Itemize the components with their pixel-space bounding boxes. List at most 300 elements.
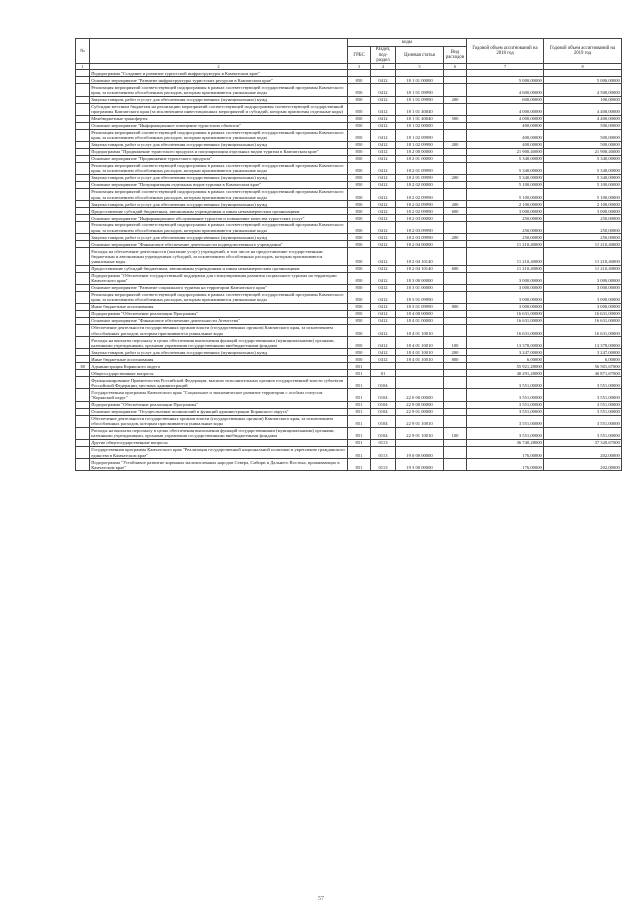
row-vid: 200 <box>444 201 467 208</box>
row-number <box>76 337 90 349</box>
row-description: Иные бюджетные ассигнования <box>90 303 348 310</box>
row-vid: 800 <box>444 303 467 310</box>
row-sum-2018: 2 100,00000 <box>467 201 544 208</box>
row-description: Основное мероприятие "Популяризация отдельных видов туризма в Камчатском крае" <box>90 181 348 188</box>
row-grbs: 850 <box>348 356 371 363</box>
row-vid <box>444 291 467 303</box>
table-row <box>76 439 622 446</box>
row-sum-2019: 250,00000 <box>544 222 622 234</box>
row-razdel: 0412 <box>371 122 396 129</box>
header-sum-2019: Годовой объем ассигнований на 2019 год <box>544 39 622 64</box>
row-sum-2019: 3 000,00000 <box>544 284 622 291</box>
row-tselevaya: 18 4 01 10010 <box>396 356 444 363</box>
row-grbs: 850 <box>348 310 371 317</box>
row-sum-2018: 5 340,00000 <box>467 174 544 181</box>
row-sum-2018: 5 340,00000 <box>467 155 544 162</box>
row-number <box>76 222 90 234</box>
row-vid: 100 <box>444 337 467 349</box>
table-row <box>76 241 622 248</box>
row-description: Общегосударственные вопросы <box>90 370 348 377</box>
table-row <box>76 317 622 324</box>
row-razdel: 0412 <box>371 77 396 84</box>
row-sum-2018: 16 631,00000 <box>467 310 544 317</box>
row-sum-2018: 11 210,40000 <box>467 265 544 272</box>
row-sum-2019: 250,00000 <box>544 215 622 222</box>
row-tselevaya <box>396 70 444 77</box>
row-razdel: 0412 <box>371 84 396 96</box>
row-razdel: 0412 <box>371 215 396 222</box>
row-description: Подпрограмма "Обеспечение государственной поддержки для стимулирования развития социального туризма на территории Камчатского края" <box>90 272 348 284</box>
row-number <box>76 201 90 208</box>
row-sum-2019: 4 500,00000 <box>544 84 622 96</box>
row-number <box>76 70 90 77</box>
row-tselevaya: 18 2 04 00000 <box>396 241 444 248</box>
row-sum-2019: 3 551,00000 <box>544 427 622 439</box>
column-number: 5 <box>396 64 444 70</box>
table-row <box>76 84 622 96</box>
column-number: 7 <box>467 64 544 70</box>
row-sum-2018: 4 600,00000 <box>467 84 544 96</box>
row-sum-2018: 36 740,28000 <box>467 439 544 446</box>
row-description: Предоставление субсидий бюджетным, автономным учреждениям и иным некоммерческим организациям <box>90 265 348 272</box>
row-description: Основное мероприятие "Продвижение туристского продукта" <box>90 155 348 162</box>
row-number <box>76 310 90 317</box>
row-grbs: 850 <box>348 115 371 122</box>
row-description: Обеспечение деятельности государственных органов власти (государственных органов) Камчатского края, за исключением обособленных расходов, которым присваиваются уникальные коды <box>90 324 348 336</box>
row-description: Основное мероприятие "Развитие инфраструктуры туристских ресурсов в Камчатском крае" <box>90 77 348 84</box>
row-razdel: 0412 <box>371 174 396 181</box>
row-sum-2018: 3 000,00000 <box>467 303 544 310</box>
row-tselevaya: 19 0 00 00000 <box>396 446 444 458</box>
row-description: Закупка товаров, работ и услуг для обеспечения государственных (муниципальных) нужд <box>90 234 348 241</box>
row-vid <box>444 377 467 389</box>
row-tselevaya: 18 2 01 00000 <box>396 155 444 162</box>
row-number <box>76 188 90 200</box>
row-vid <box>444 459 467 471</box>
row-sum-2019: 3 000,00000 <box>544 291 622 303</box>
row-description: Основное мероприятие "Финансовое обеспечение деятельности Агентства" <box>90 317 348 324</box>
row-razdel: 0113 <box>371 459 396 471</box>
row-tselevaya: 18 3 01 00000 <box>396 284 444 291</box>
row-tselevaya: 18 4 01 10010 <box>396 349 444 356</box>
row-grbs: 850 <box>348 162 371 174</box>
row-razdel: 0104 <box>371 377 396 389</box>
row-sum-2018: 3 551,00000 <box>467 415 544 427</box>
row-sum-2018: 3 247,00000 <box>467 349 544 356</box>
row-description: Обеспечение деятельности государственных органов власти (государственных органов) Камчатского края, за исключением обособленных расходов, которым присваиваются уникальные коды <box>90 415 348 427</box>
row-tselevaya: 18 1 01 40040 <box>396 103 444 115</box>
row-grbs: 850 <box>348 129 371 141</box>
row-sum-2019: 4 400,00000 <box>544 103 622 115</box>
row-number <box>76 401 90 408</box>
table-row <box>76 427 622 439</box>
row-razdel: 0104 <box>371 389 396 401</box>
page-number: 57 <box>318 896 324 902</box>
row-sum-2018: 250,00000 <box>467 234 544 241</box>
row-razdel: 0412 <box>371 96 396 103</box>
column-number: 1 <box>76 64 90 70</box>
row-tselevaya: 18 2 02 09990 <box>396 201 444 208</box>
row-description: Расходы на выплаты персоналу в целях обеспечения выполнения функций государственными (муниципальными) органами, казенными учреждениями, органами управления государственными внебюджетными фондами <box>90 427 348 439</box>
row-razdel: 0412 <box>371 337 396 349</box>
row-sum-2018: 3 551,00000 <box>467 401 544 408</box>
row-sum-2019: 3 551,00000 <box>544 377 622 389</box>
row-tselevaya: 18 3 01 09990 <box>396 291 444 303</box>
row-vid <box>444 310 467 317</box>
row-description: Закупка товаров, работ и услуг для обеспечения государственных (муниципальных) нужд <box>90 141 348 148</box>
row-sum-2019: 3 000,00000 <box>544 208 622 215</box>
row-sum-2018: 176,00000 <box>467 459 544 471</box>
row-sum-2018: 21 900,40000 <box>467 148 544 155</box>
row-description: Администрация Корякского округа <box>90 363 348 370</box>
table-row <box>76 115 622 122</box>
row-tselevaya: 19 3 00 00000 <box>396 459 444 471</box>
row-vid: 200 <box>444 349 467 356</box>
row-vid <box>444 188 467 200</box>
row-tselevaya: 18 4 00 00000 <box>396 310 444 317</box>
row-sum-2018: 400,00000 <box>467 141 544 148</box>
header-description <box>90 39 348 64</box>
row-tselevaya: 18 2 04 10140 <box>396 265 444 272</box>
row-grbs: 850 <box>348 181 371 188</box>
row-vid <box>444 248 467 265</box>
header-vid: Вид расходов <box>444 47 467 64</box>
row-sum-2019: 500,00000 <box>544 129 622 141</box>
row-number <box>76 248 90 265</box>
row-sum-2019: 11 210,40000 <box>544 241 622 248</box>
row-razdel: 0412 <box>371 284 396 291</box>
row-razdel: 0412 <box>371 188 396 200</box>
row-grbs: 850 <box>348 234 371 241</box>
row-vid <box>444 324 467 336</box>
row-vid <box>444 272 467 284</box>
column-number: 3 <box>348 64 371 70</box>
row-number <box>76 148 90 155</box>
table-row <box>76 370 622 377</box>
row-sum-2019: 21 900,40000 <box>544 148 622 155</box>
row-description: Основное мероприятие "Информационное обслуживание туристов и повышение качества туристских услуг" <box>90 215 348 222</box>
row-razdel: 0412 <box>371 291 396 303</box>
row-number <box>76 265 90 272</box>
table-row <box>76 155 622 162</box>
table-row <box>76 415 622 427</box>
row-razdel: 0412 <box>371 241 396 248</box>
row-number <box>76 389 90 401</box>
row-vid <box>444 241 467 248</box>
row-sum-2019: 11 210,40000 <box>544 265 622 272</box>
row-sum-2019: 16 631,00000 <box>544 324 622 336</box>
row-sum-2019: 3 551,00000 <box>544 401 622 408</box>
budget-table-sheet <box>75 38 621 471</box>
row-description: Реализация мероприятий соответствующей подпрограммы в рамках соответствующей государственной программы Камчатского края, за исключением обособленных расходов, которым присваиваются уникальные коды <box>90 84 348 96</box>
table-row <box>76 349 622 356</box>
row-vid <box>444 77 467 84</box>
table-row <box>76 446 622 458</box>
table-row <box>76 291 622 303</box>
row-razdel: 0104 <box>371 415 396 427</box>
row-description: Подпрограмма "Обеспечение реализации Программы" <box>90 401 348 408</box>
row-number <box>76 356 90 363</box>
row-number <box>76 174 90 181</box>
row-number <box>76 208 90 215</box>
row-tselevaya: 22 0 00 00000 <box>396 389 444 401</box>
row-grbs <box>348 70 371 77</box>
row-description: Закупка товаров, работ и услуг для обеспечения государственных (муниципальных) нужд <box>90 201 348 208</box>
row-tselevaya: 18 1 02 09990 <box>396 129 444 141</box>
row-sum-2019: 11 210,40000 <box>544 248 622 265</box>
row-number <box>76 439 90 446</box>
row-grbs: 850 <box>348 303 371 310</box>
row-description: Функционирование Правительства Российской Федерации, высших исполнительных органов государственной власти субъектов Российской Федерации, местных администраций <box>90 377 348 389</box>
row-razdel: 0104 <box>371 401 396 408</box>
row-tselevaya: 18 2 03 09990 <box>396 234 444 241</box>
table-row <box>76 389 622 401</box>
row-vid <box>444 370 467 377</box>
row-tselevaya: 18 1 02 00000 <box>396 122 444 129</box>
row-tselevaya <box>396 370 444 377</box>
row-sum-2019: 56 501,67000 <box>544 363 622 370</box>
row-sum-2019: 5 100,00000 <box>544 181 622 188</box>
row-sum-2019: 2 100,00000 <box>544 201 622 208</box>
row-sum-2019: 4 400,00000 <box>544 115 622 122</box>
row-sum-2019: 3 000,00000 <box>544 272 622 284</box>
row-tselevaya: 18 4 01 10010 <box>396 337 444 349</box>
row-grbs: 851 <box>348 446 371 458</box>
row-razdel: 0412 <box>371 129 396 141</box>
row-description: Государственная программа Камчатского края "Реализация государственной национальной политики и укрепление гражданского единства в Камчатском крае" <box>90 446 348 458</box>
table-row <box>76 96 622 103</box>
row-vid <box>444 70 467 77</box>
row-description: Расходы на обеспечение деятельности (оказание услуг) учреждений, в том числе на предоставление государственным бюджетным и автономным учреждениям субсидий, за исключением обособленных расходов, которым присваиваются уникальные коды <box>90 248 348 265</box>
table-row <box>76 103 622 115</box>
row-grbs: 851 <box>348 415 371 427</box>
row-sum-2019: 250,00000 <box>544 234 622 241</box>
row-grbs: 850 <box>348 272 371 284</box>
row-tselevaya: 18 2 03 09990 <box>396 222 444 234</box>
row-grbs: 851 <box>348 427 371 439</box>
row-vid <box>444 84 467 96</box>
row-number <box>76 446 90 458</box>
table-row <box>76 408 622 415</box>
table-row <box>76 248 622 265</box>
row-vid: 600 <box>444 208 467 215</box>
row-sum-2018 <box>467 70 544 77</box>
column-number: 6 <box>444 64 467 70</box>
row-number <box>76 103 90 115</box>
row-grbs: 850 <box>348 155 371 162</box>
row-grbs: 850 <box>348 317 371 324</box>
row-sum-2018: 40 291,28000 <box>467 370 544 377</box>
row-sum-2018: 4 000,00000 <box>467 115 544 122</box>
row-number <box>76 234 90 241</box>
row-grbs: 850 <box>348 84 371 96</box>
row-description: Закупка товаров, работ и услуг для обеспечения государственных (муниципальных) нужд <box>90 349 348 356</box>
row-vid <box>444 162 467 174</box>
row-sum-2018: 16 631,00000 <box>467 317 544 324</box>
row-grbs: 851 <box>348 363 371 370</box>
row-grbs: 850 <box>348 201 371 208</box>
row-grbs: 850 <box>348 324 371 336</box>
row-razdel: 0412 <box>371 317 396 324</box>
row-vid <box>444 401 467 408</box>
row-vid: 600 <box>444 265 467 272</box>
table-row <box>76 337 622 349</box>
row-grbs: 851 <box>348 439 371 446</box>
table-row <box>76 188 622 200</box>
row-grbs: 850 <box>348 215 371 222</box>
row-number <box>76 241 90 248</box>
row-sum-2018: 400,00000 <box>467 129 544 141</box>
row-sum-2018: 11 210,40000 <box>467 248 544 265</box>
row-number <box>76 122 90 129</box>
row-sum-2018: 3 551,00000 <box>467 389 544 401</box>
row-vid <box>444 408 467 415</box>
row-description: Государственная программа Камчатского края "Социальное и экономическое развитие территории с особым статусом "Корякский округ" <box>90 389 348 401</box>
row-grbs: 850 <box>348 241 371 248</box>
row-grbs: 850 <box>348 349 371 356</box>
table-row <box>76 459 622 471</box>
row-tselevaya: 22 9 00 00000 <box>396 401 444 408</box>
table-row <box>76 377 622 389</box>
header-number: № <box>76 39 90 64</box>
row-number <box>76 291 90 303</box>
table-row <box>76 201 622 208</box>
row-sum-2019: 6,00000 <box>544 356 622 363</box>
row-vid <box>444 317 467 324</box>
row-razdel: 0412 <box>371 155 396 162</box>
row-vid <box>444 122 467 129</box>
row-number <box>76 370 90 377</box>
row-number <box>76 415 90 427</box>
row-tselevaya: 18 4 01 00000 <box>396 317 444 324</box>
row-sum-2018: 176,00000 <box>467 446 544 458</box>
row-sum-2019: 13 378,00000 <box>544 337 622 349</box>
row-razdel: 0412 <box>371 248 396 265</box>
row-razdel <box>371 70 396 77</box>
row-razdel: 0412 <box>371 349 396 356</box>
row-number <box>76 324 90 336</box>
table-row <box>76 265 622 272</box>
row-vid <box>444 215 467 222</box>
row-tselevaya: 18 1 01 00000 <box>396 77 444 84</box>
table-body <box>76 70 622 471</box>
row-sum-2019: 5 100,00000 <box>544 188 622 200</box>
row-tselevaya: 18 1 01 09990 <box>396 96 444 103</box>
row-razdel: 0412 <box>371 272 396 284</box>
table-row <box>76 77 622 84</box>
row-vid: 800 <box>444 356 467 363</box>
row-tselevaya: 18 3 01 09990 <box>396 303 444 310</box>
row-grbs: 850 <box>348 284 371 291</box>
row-razdel: 01 <box>371 370 396 377</box>
row-number <box>76 284 90 291</box>
row-description: Закупка товаров, работ и услуг для обеспечения государственных (муниципальных) нужд <box>90 174 348 181</box>
row-sum-2019: 500,00000 <box>544 122 622 129</box>
row-grbs: 851 <box>348 370 371 377</box>
row-grbs: 850 <box>348 188 371 200</box>
row-sum-2019: 5 340,00000 <box>544 162 622 174</box>
row-grbs: 850 <box>348 337 371 349</box>
row-sum-2019: 5 340,00000 <box>544 174 622 181</box>
row-description: Предоставление субсидий бюджетным, автономным учреждениям и иным некоммерческим организациям <box>90 208 348 215</box>
row-number <box>76 129 90 141</box>
column-number: 4 <box>371 64 396 70</box>
row-sum-2018: 3 551,00000 <box>467 377 544 389</box>
row-sum-2018: 5 100,00000 <box>467 188 544 200</box>
table-row <box>76 148 622 155</box>
row-tselevaya: 18 2 00 00000 <box>396 148 444 155</box>
row-description: Подпрограмма "Создание и развитие туристской инфраструктуры в Камчатском крае" <box>90 70 348 77</box>
table-row <box>76 356 622 363</box>
row-number <box>76 427 90 439</box>
row-number <box>76 162 90 174</box>
row-sum-2019: 37 320,67000 <box>544 439 622 446</box>
header-grbs: ГРБС <box>348 47 371 64</box>
row-sum-2019: 3 551,00000 <box>544 415 622 427</box>
row-razdel: 0412 <box>371 265 396 272</box>
row-grbs: 850 <box>348 248 371 265</box>
row-grbs: 851 <box>348 459 371 471</box>
table-row <box>76 363 622 370</box>
row-number <box>76 181 90 188</box>
budget-table <box>75 38 622 471</box>
row-sum-2018: 3 551,00000 <box>467 408 544 415</box>
row-vid <box>444 284 467 291</box>
row-sum-2018: 6,00000 <box>467 356 544 363</box>
row-vid <box>444 103 467 115</box>
row-vid: 200 <box>444 96 467 103</box>
row-description: Основное мероприятие "Осуществление полномочий и функций администрации Корякского округа" <box>90 408 348 415</box>
row-vid <box>444 415 467 427</box>
table-row <box>76 401 622 408</box>
table-row <box>76 129 622 141</box>
row-razdel: 0412 <box>371 234 396 241</box>
table-row <box>76 284 622 291</box>
row-grbs: 851 <box>348 401 371 408</box>
row-sum-2019: 3 551,00000 <box>544 389 622 401</box>
row-sum-2019: 5 340,00000 <box>544 155 622 162</box>
row-sum-2018: 3 000,00000 <box>467 272 544 284</box>
row-sum-2018: 250,00000 <box>467 222 544 234</box>
row-sum-2019: 100,00000 <box>544 96 622 103</box>
row-description: Реализация мероприятий соответствующей подпрограммы в рамках соответствующей государственной программы Камчатского края, за исключением обособленных расходов, которым присваиваются уникальные коды <box>90 222 348 234</box>
row-vid <box>444 363 467 370</box>
row-vid <box>444 439 467 446</box>
row-razdel: 0412 <box>371 356 396 363</box>
row-razdel: 0113 <box>371 446 396 458</box>
table-row <box>76 215 622 222</box>
header-sum-2018: Годовой объем ассигнований на 2018 год <box>467 39 544 64</box>
row-grbs: 850 <box>348 208 371 215</box>
header-razdel: Раздел, под-раздел <box>371 47 396 64</box>
table-row <box>76 181 622 188</box>
row-vid: 200 <box>444 174 467 181</box>
row-sum-2018: 11 210,40000 <box>467 241 544 248</box>
row-grbs: 850 <box>348 148 371 155</box>
row-sum-2018: 13 378,00000 <box>467 337 544 349</box>
row-number <box>76 303 90 310</box>
row-number <box>76 272 90 284</box>
row-number <box>76 317 90 324</box>
row-sum-2019: 202,00000 <box>544 459 622 471</box>
header-codes: коды <box>348 39 467 47</box>
row-sum-2018: 3 000,00000 <box>467 284 544 291</box>
row-razdel: 0412 <box>371 115 396 122</box>
row-tselevaya: 18 2 02 09990 <box>396 188 444 200</box>
column-number: 8 <box>544 64 622 70</box>
row-sum-2018: 400,00000 <box>467 122 544 129</box>
row-description: Подпрограмма "Устойчивое развитие коренных малочисленных народов Севера, Сибири и Дальнего Востока, проживающих в Камчатском крае" <box>90 459 348 471</box>
